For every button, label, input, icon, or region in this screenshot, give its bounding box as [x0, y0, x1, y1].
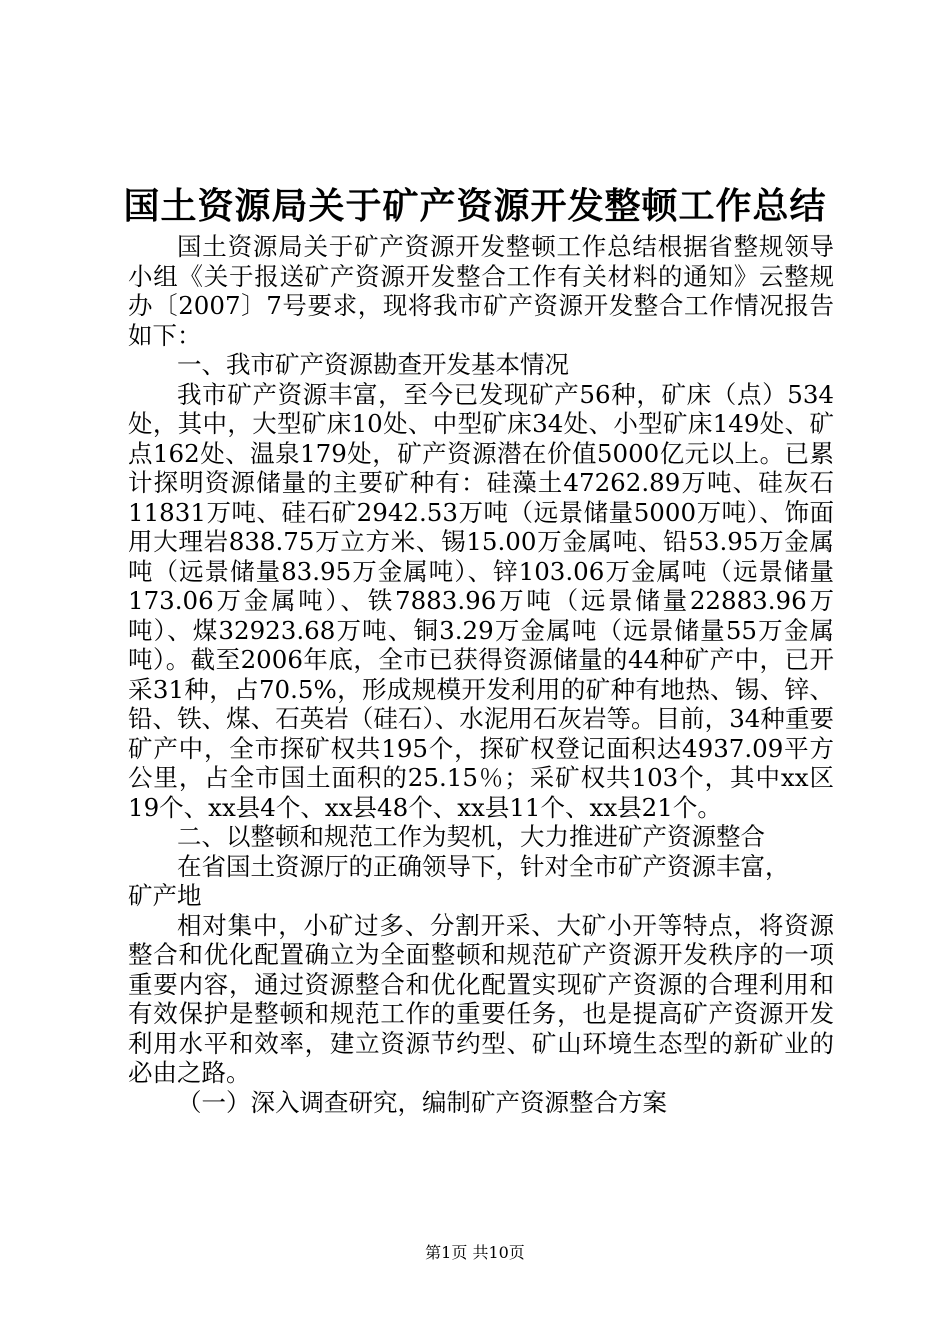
- section-heading-1: 一、我市矿产资源勘查开发基本情况: [177, 350, 569, 379]
- body-paragraph-fragment: 矿产地: [128, 881, 202, 910]
- body-paragraph: 相对集中，小矿过多、分割开采、大矿小开等特点，将资源整合和优化配置确立为全面整顿和规范矿产资源开发秩序的一项重要内容，通过资源整合和优化配置实现矿产资源的合理利用和有效保护是整顿和规范工作的重要任务，也是提高矿产资源开发利用水平和效率，建立资源节约型、矿山环境生态型的新矿业的必由之路。: [128, 910, 834, 1087]
- section-heading-2: 二、以整顿和规范工作为契机，大力推进矿产资源整合: [177, 822, 765, 851]
- page-footer: 第1页 共10页: [425, 1243, 525, 1262]
- document-title: 国土资源局关于矿产资源开发整顿工作总结: [123, 185, 827, 227]
- body-paragraph: 我市矿产资源丰富，至今已发现矿产56种，矿床（点）534处，其中，大型矿床10处、中型矿床34处、小型矿床149处、矿点162处、温泉179处，矿产资源潜在价值5000亿元以上。已累计探明资源储量的主要矿种有：硅藻土47262.89万吨、硅灰石11831万吨、硅石矿2942.53万吨（远景储量5000万吨）、饰面用大理岩838.75万立方米、锡15.00万金属吨、铅53.95万金属吨（远景储量83.95万金属吨）、锌103.06万金属吨（远景储量173.06万金属吨）、铁7883.96万吨（远景储量22883.96万吨）、煤32923.68万吨、铜3.29万金属吨（远景储量55万金属吨）。截至2006年底，全市已获得资源储量的44种矿产中，已开采31种，占70.5%，形成规模开发利用的矿种有地热、锡、锌、铅、铁、煤、石英岩（硅石）、水泥用石灰岩等。目前，34种重要矿产中，全市探矿权共195个，探矿权登记面积达4937.09平方公里，占全市国土面积的25.15％；采矿权共103个，其中xx区19个、xx县4个、xx县48个、xx县11个、xx县21个。: [128, 379, 834, 822]
- document-body: [128, 232, 834, 1117]
- subsection-heading-1: （一）深入调查研究，编制矿产资源整合方案: [177, 1087, 667, 1117]
- body-paragraph: 在省国土资源厅的正确领导下，针对全市矿产资源丰富，: [177, 851, 790, 881]
- intro-paragraph: 国土资源局关于矿产资源开发整顿工作总结根据省整规领导小组《关于报送矿产资源开发整合工作有关材料的通知》云整规办〔2007〕7号要求，现将我市矿产资源开发整合工作情况报告如下：: [128, 232, 834, 350]
